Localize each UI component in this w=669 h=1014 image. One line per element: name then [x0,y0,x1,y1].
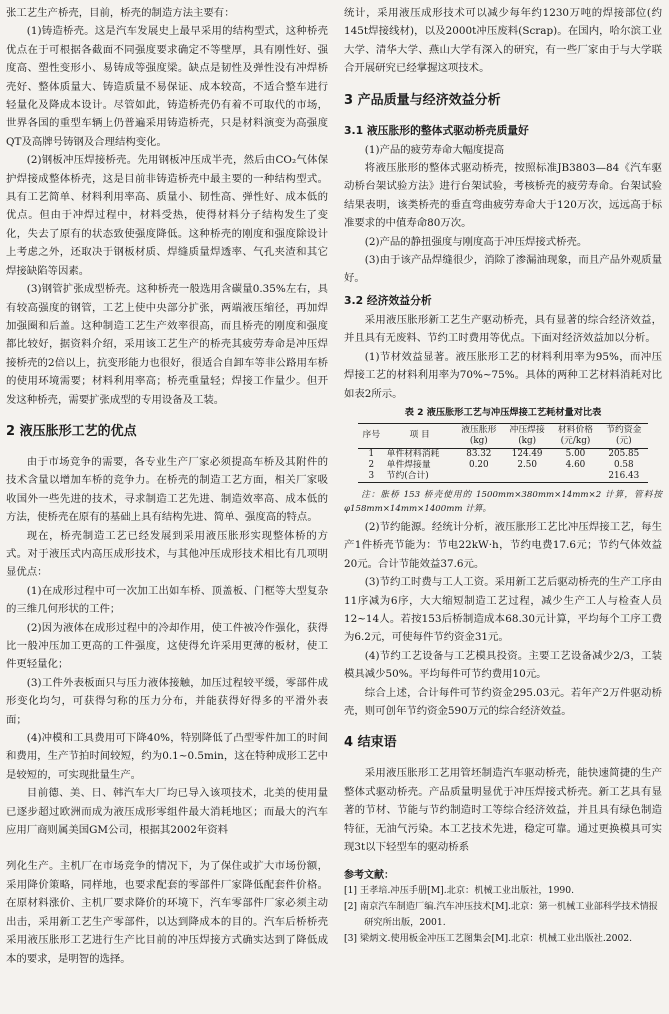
paragraph: (2)产品的静扭强度与刚度高于冲压焊接式桥壳。 [364,235,588,248]
table-row [358,460,648,471]
paragraph: (1)节材效益显著。液压胀形工艺的材料利用率为95%，而冲压焊接工艺的材料利用率为70%~75%。具体的两种工艺材料消耗对比如表2所示。 [344,350,662,400]
subsection-heading: 3.2 经济效益分析 [344,293,432,307]
table-header-cell: 液压胀形 (kg) [455,423,503,448]
table-cell: 4.60 [565,459,586,470]
subsection-heading: 3.1 液压胀形的整体式驱动桥壳质量好 [344,123,529,137]
table-cell: 5.00 [565,448,586,459]
paragraph: (2)钢板冲压焊接桥壳。先用钢板冲压成半壳，然后由CO₂气体保护焊接成整体桥壳，这是目前非铸造桥壳中最主要的一种结构型式。具有工艺简单、材料利用率高、质量小、韧性高、弹性好、成本低的优点。但由于冲焊过程中，材料受热，使得材料分子结构发生了变化，失去了原有的状态致使强度降低。这种桥壳的刚度和强度除设计上考虑之外，还取决于钢板材质、焊缝质量焊透率、气孔夹渣和其它焊接缺陷等因素。 [6,154,328,277]
reference-item: [2] 南京汽车制造厂编.汽车冲压技术[M].北京：第一机械工业部科学技术情报研究所出版，2001. [344,901,658,929]
paragraph: 综合上述，合计每件可节约资金295.03元。若年产2万件驱动桥壳，则可创年节约资金590万元的综合经济效益。 [344,686,662,717]
paragraph: (1)产品的疲劳寿命大幅度提高 [364,143,505,156]
paragraph: 张工艺生产桥壳，目前，桥壳的制造方法主要有： [6,7,235,19]
table-row [358,448,648,460]
table-cell: 2 [368,459,375,470]
paragraph: (1)铸造桥壳。这是汽车发展史上最早采用的结构型式，这种桥壳优点在于可根据各截面不同强度要求确定不等壁厚，具有刚性好、强度高、塑性变形小、易铸成等强度梁。缺点是韧性及弹性没有冲焊桥壳好、整体质量大、铸造质量不易保证、成本较高，不适合整车进行轻量化及降成本设计。尽管如此，铸造桥壳仍有着不可取代的市场，世界各国的重型车辆上仍普遍采用铸造桥壳，只是材料演变为高强度QT及高牌号铸钢及合理结构变化。 [6,25,328,148]
table-cell: 205.85 [608,448,640,459]
table-cell [455,471,503,483]
references-heading: 参考文献： [344,870,394,882]
section-heading: 2 液压胀形工艺的优点 [6,423,137,439]
paragraph: 采用液压胀形新工艺生产驱动桥壳，具有显著的综合经济效益，并且具有无废料、节约工时费用等优点。下面对经济效益加以分析。 [344,313,662,345]
table-cell: 216.43 [608,470,640,481]
paragraph: (3)节约工时费与工人工资。采用新工艺后驱动桥壳的生产工序由11序减为6序，大大缩短制造工艺过程，减少生产工人与检查人员12~14人。若按153后桥制造成本68.30元计算，平均每个工序工费为6.2元，可使每件节约资金31元。 [344,576,662,644]
table-row [358,471,648,483]
paragraph: (2)因为液体在成形过程中的冷却作用，使工件被冷作强化，获得比一般冲压加工更高的工件强度，这使得允许采用更薄的板材，使工件更轻量化； [6,621,328,671]
paragraph: (4)冲模和工具费用可下降40%，特别降低了凸型零件加工的时间和费用，生产节拍时间较短，约为0.1~0.5min，这在特种成形工艺中是较短的，可实现批量生产。 [6,732,328,781]
table-header-cell: 节约资金 (元) [600,423,648,448]
table-cell: 2.50 [517,459,537,470]
table-cell: 单件材料消耗 [386,448,440,459]
paragraph: 将液压胀形的整体式驱动桥壳，按照标准JB3803—84《汽车驱动桥台架试验方法》进行台架试验，考核桥壳的疲劳寿命。台架试验结果表明，该类桥壳的垂直弯曲疲劳寿命大于120万次，远远高于标准要求的中值寿命80万次。 [344,162,662,230]
table-cell: 83.32 [466,448,492,459]
paragraph: (2)节约能源。经统计分析，液压胀形工艺比冲压焊接工艺，每生产1件桥壳节能为：节电22kW·h，节约电费17.6元；节约气体效益20元。合计节能效益37.6元。 [344,520,662,570]
table-cell: 单件焊接量 [386,459,431,470]
right-column [344,4,662,947]
table-header-cell: 项 目 [385,423,455,448]
table-cell: 0.20 [469,459,489,470]
table-note: 注：胀桥 153 桥壳使用的 1500mm×380mm×14mm×2 计算，管料按 φ158mm×14mm×1400mm 计算。 [344,489,662,514]
paragraph: (3)钢管扩张成型桥壳。这种桥壳一般选用含碳量0.35%左右，具有较高强度的钢管，工艺上使中央部分扩张，两端液压缩径，再加焊加强圈和后盖。这种制造工艺生产效率很高，而且桥壳的刚度和强度都比较好，据资料介绍，采用该工艺生产的桥壳其疲劳寿命是冲压焊接桥壳的2倍以上，抗变形能力也很好，很适合自卸车等非公路用车桥的使用环境需要；材料利用率高；桥壳重量轻；焊接工作量少。但开发这种桥壳，需要扩张成型的专用设备及工装。 [6,283,328,406]
table-cell: 节约(合计) [386,470,429,481]
table-cell: 124.49 [511,448,543,459]
table-cell [503,471,551,483]
reference-item: [1] 王孝培.冲压手册[M].北京：机械工业出版社，1990. [344,885,575,897]
reference-item: [3] 梁炳文.使用板金冲压工艺图集会[M].北京：机械工业出版社.2002. [344,933,633,945]
table-header-cell: 序号 [358,423,385,448]
paragraph: 统计，采用液压成形技术可以减少每年约1230万吨的焊接部位(约145t焊接线材)，以及2000t冲压废料(Scrap)。在国内，哈尔滨工业大学、清华大学、燕山大学有深入的研究，有一些厂家由于与大学联合开展研究已经掌握这项技术。 [344,7,662,75]
paragraph: 目前德、美、日、韩汽车大厂均已导入该项技术，北美的使用量已逐步超过欧洲而成为液压成形零组件最大消耗地区；而最大的汽车应用厂商则属美国GM公司，根据其2002年资料 [6,787,328,837]
table-header-cell: 材料价格 (元/kg) [551,423,599,448]
paragraph: (1)在成形过程中可一次加工出如车桥、顶盖板、门框等大型复杂的三维几何形状的工件； [6,584,328,616]
table-cell: 3 [368,470,375,481]
table-cell: 1 [368,448,375,459]
table-title: 表 2 液压胀形工艺与冲压焊接工艺耗材量对比表 [404,406,602,418]
section-heading: 3 产品质量与经济效益分析 [344,92,501,108]
paragraph: (3)由于该产品焊缝很少，消除了渗漏油现象，而且产品外观质量好。 [344,254,662,285]
table-header-cell: 冲压焊接 (kg) [503,423,551,448]
paragraph: 采用液压胀形工艺用管坯制造汽车驱动桥壳，能快速简捷的生产整体式驱动桥壳。产品质量明显优于冲压焊接式桥壳。新工艺具有显著的节材、节能与节约制造时工等综合经济效益，并且具有绿色制造特征，无油气污染。本工艺技术先进，稳定可靠。通过更换模具可实现3t以下轻型车的驱动桥系 [344,767,662,853]
paragraph: 现在，桥壳制造工艺已经发展到采用液压胀形实现整体桥的方式。对于液压式内高压成形技术，与其他冲压成形技术相比有几项明显优点： [6,529,328,579]
paragraph: 列化生产。主机厂在市场竞争的情况下，为了保住或扩大市场份额，采用降价策略，同样地，也要求配套的零部件厂家降低配套件价格。在原材料涨价、主机厂要求降价的环境下，汽车零部件厂家必须主动出击，采用新工艺生产零部件，以达到降成本的目的。汽车后桥桥壳采用液压胀形工艺进行生产比目前的冲压焊接方式确实达到了降低成本的要求，是明智的选择。 [6,860,328,965]
table-cell: 0.58 [614,459,634,470]
paragraph: 由于市场竞争的需要，各专业生产厂家必须提高车桥及其附件的技术含量以增加车桥的竞争力。在桥壳的制造工艺方面，相关厂家吸收国外一些先进的技术，寻求制造工艺先进、制造效率高、成本低的方法，使桥壳在原有的基础上具有结构先进、简单、强度高的特点。 [6,455,328,524]
table-cell [551,471,599,483]
section-heading: 4 结束语 [344,735,397,751]
material-comparison-table [358,423,648,483]
paragraph: (3)工件外表板面只与压力液体接触，加压过程较平缓，零部件成形变化均匀，可获得匀称的压力分布，并能获得好得多的平滑外表面； [6,676,328,726]
table-header-row [358,423,648,448]
paragraph: (4)节约工艺设备与工艺模具投资。主要工艺设备减少2/3，工装模具减少50%。平均每件可节约费用10元。 [344,649,662,681]
left-column [6,4,328,968]
